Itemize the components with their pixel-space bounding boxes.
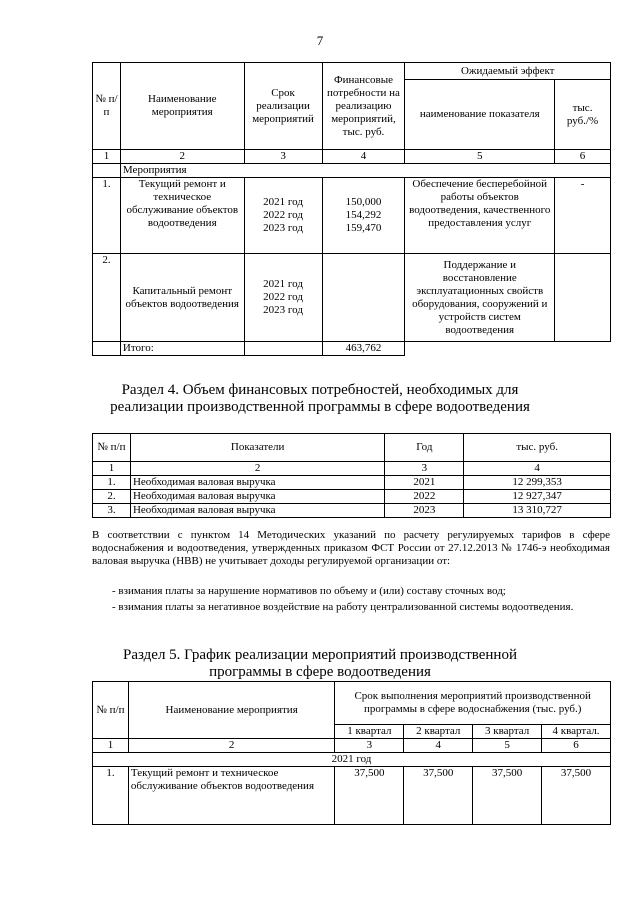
row-unit <box>555 254 611 342</box>
row-num: 3. <box>93 504 131 518</box>
row-name: Текущий ремонт и техническое обслуживание объектов водоотведения <box>120 178 244 254</box>
col-number: 1 <box>93 150 121 164</box>
col-number: 1 <box>93 739 129 753</box>
row-q3: 37,500 <box>473 767 542 825</box>
row-years <box>244 178 322 254</box>
total-value: 463,762 <box>322 342 405 356</box>
row-num: 1. <box>93 476 131 490</box>
row-num: 2. <box>93 254 121 342</box>
col-number: 4 <box>322 150 405 164</box>
row-year: 2021 год <box>263 196 303 208</box>
measures-table <box>92 62 611 356</box>
row-q4: 37,500 <box>542 767 611 825</box>
row-amount: 13 310,727 <box>464 504 611 518</box>
row-q1: 37,500 <box>335 767 404 825</box>
header-num: № п/п <box>93 63 121 150</box>
header-num: № п/п <box>93 682 129 739</box>
row-year: 2022 год <box>263 291 303 303</box>
row-effect: Обеспечение бесперебойной работы объектов водоотведения, качественного предоставления услуг <box>405 178 555 254</box>
row-value: 150,000 <box>345 196 382 208</box>
row-amount: 12 927,347 <box>464 490 611 504</box>
row-amount: 12 299,353 <box>464 476 611 490</box>
table-row <box>93 490 611 504</box>
row-indicator: Необходимая валовая выручка <box>130 504 384 518</box>
nvv-paragraph: В соответствии с пунктом 14 Методических указаний по расчету регулируемых тарифов в сфере водоснабжения и водоотведения, утвержденных приказом ФСТ России от 27.12.2013 № 1746-э необходимая валовая выручка (НВВ) не учитывает доходы регулируемой организации от: <box>92 529 610 567</box>
row-years <box>244 254 322 342</box>
col-number: 2 <box>128 739 334 753</box>
header-num: № п/п <box>93 434 131 462</box>
col-number: 4 <box>404 739 473 753</box>
header-unit: тыс. руб./% <box>555 80 611 150</box>
header-q2: 2 квартал <box>404 725 473 739</box>
header-indicator: Показатели <box>130 434 384 462</box>
row-num: 1. <box>93 767 129 825</box>
col-number: 5 <box>473 739 542 753</box>
col-number: 6 <box>555 150 611 164</box>
bullet-item: - взимания платы за негативное воздействие на работу централизованной системы водоотведения. <box>112 601 574 613</box>
total-label: Итого: <box>120 342 244 356</box>
header-amount: тыс. руб. <box>464 434 611 462</box>
row-year: 2023 <box>385 504 464 518</box>
col-number: 2 <box>130 462 384 476</box>
header-indicator: наименование показателя <box>405 80 555 150</box>
row-num: 1. <box>93 178 121 254</box>
row-num: 2. <box>93 490 131 504</box>
revenue-table <box>92 433 611 518</box>
table-row <box>93 504 611 518</box>
header-q3: 3 квартал <box>473 725 542 739</box>
header-term: Срок выполнения мероприятий производственной программы в сфере водоснабжения (тыс. руб.) <box>335 682 611 725</box>
row-indicator: Необходимая валовая выручка <box>130 490 384 504</box>
table-row <box>93 767 611 825</box>
row-year: 2022 год <box>263 209 303 221</box>
table-row <box>93 476 611 490</box>
col-number: 2 <box>120 150 244 164</box>
row-values <box>322 254 405 342</box>
col-number: 3 <box>335 739 404 753</box>
col-number: 3 <box>244 150 322 164</box>
col-number: 5 <box>405 150 555 164</box>
row-year: 2022 <box>385 490 464 504</box>
col-number: 1 <box>93 462 131 476</box>
header-name: Наименование мероприятия <box>120 63 244 150</box>
row-year: 2023 год <box>263 304 303 316</box>
page-number: 7 <box>316 33 324 48</box>
row-values <box>322 178 405 254</box>
header-term: Срок реализации мероприятий <box>244 63 322 150</box>
header-q1: 1 квартал <box>335 725 404 739</box>
col-number: 6 <box>542 739 611 753</box>
row-year: 2021 год <box>263 278 303 290</box>
row-value: 154,292 <box>345 209 382 221</box>
header-year: Год <box>385 434 464 462</box>
year-label: 2021 год <box>93 753 611 767</box>
section5-title: Раздел 5. График реализации мероприятий производственной программы в сфере водоотведения <box>123 647 517 680</box>
row-unit: - <box>555 178 611 254</box>
row-q2: 37,500 <box>404 767 473 825</box>
col-number: 4 <box>464 462 611 476</box>
section-label: Мероприятия <box>120 164 610 178</box>
schedule-table <box>92 681 611 825</box>
header-name: Наименование мероприятия <box>128 682 334 739</box>
row-name: Капитальный ремонт объектов водоотведения <box>120 254 244 342</box>
row-year: 2023 год <box>263 222 303 234</box>
row-name: Текущий ремонт и техническое обслуживание объектов водоотведения <box>128 767 334 825</box>
header-q4: 4 квартал. <box>542 725 611 739</box>
row-indicator: Необходимая валовая выручка <box>130 476 384 490</box>
row-effect: Поддержание и восстановление эксплуатационных свойств оборудования, сооружений и устройств систем водоотведения <box>405 254 555 342</box>
table-row <box>93 178 611 254</box>
section4-title: Раздел 4. Объем финансовых потребностей, необходимых для реализации производственной программы в сфере водоотведения <box>110 382 530 415</box>
bullet-item: - взимания платы за нарушение нормативов по объему и (или) составу сточных вод; <box>112 585 506 597</box>
col-number: 3 <box>385 462 464 476</box>
row-value: 159,470 <box>345 222 382 234</box>
table-row <box>93 254 611 342</box>
row-year: 2021 <box>385 476 464 490</box>
header-finance: Финансовые потребности на реализацию мероприятий, тыс. руб. <box>322 63 405 150</box>
header-effect: Ожидаемый эффект <box>405 63 611 80</box>
